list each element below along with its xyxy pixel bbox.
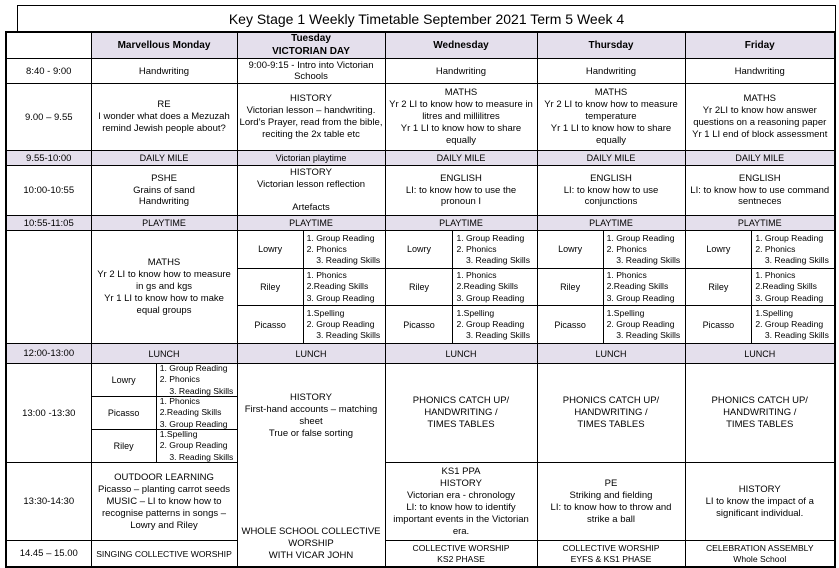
cell-early-thursday: Handwriting xyxy=(537,59,685,84)
cell-break2-friday: PLAYTIME xyxy=(685,216,835,231)
cell-break2-tuesday: PLAYTIME xyxy=(237,216,385,231)
group-activities xyxy=(752,269,834,306)
cell-early-monday: Handwriting xyxy=(91,59,237,84)
text-line: Yr 2 LI to know how to measure in litres and millilitres xyxy=(389,99,533,123)
group-row xyxy=(538,231,685,269)
activity-line: 3. Reading Skills xyxy=(306,330,381,341)
row-session3 xyxy=(6,231,835,344)
activity-line: 3. Group Reading xyxy=(606,292,675,303)
group-name: Picasso xyxy=(238,306,304,343)
group-row xyxy=(386,306,537,343)
row-early xyxy=(6,59,835,84)
text-line: Yr 2 LI to know how to measure temperature xyxy=(544,99,678,123)
text-line: WHOLE SCHOOL COLLECTIVE WORSHIP xyxy=(241,526,381,550)
activity-line: 1.Spelling xyxy=(456,307,495,318)
group-name: Riley xyxy=(386,269,454,306)
time-session5: 13:30-14:30 xyxy=(6,463,91,541)
row-session5 xyxy=(6,463,835,541)
header-row xyxy=(6,32,835,59)
activity-line: 2. Phonics xyxy=(606,243,647,254)
text-line: Striking and fielding xyxy=(569,489,653,501)
cell-session1-tuesday xyxy=(237,84,385,151)
weekly-timetable xyxy=(5,31,836,568)
activity-line: 2. Phonics xyxy=(159,374,200,385)
activity-line: 2.Reading Skills xyxy=(755,281,817,292)
time-lunch: 12:00-13:00 xyxy=(6,344,91,364)
cell-lunch-wednesday: LUNCH xyxy=(385,344,537,364)
text-line: HISTORY xyxy=(440,478,482,490)
time-column-header xyxy=(6,32,91,59)
activity-line: 1.Spelling xyxy=(606,307,645,318)
cell-lunch-friday: LUNCH xyxy=(685,344,835,364)
activity-line: 2.Reading Skills xyxy=(159,407,222,418)
activity-line: 2.Reading Skills xyxy=(306,281,369,292)
header-monday: Marvellous Monday xyxy=(91,32,237,59)
cell-session3-tuesday-groups xyxy=(237,231,385,344)
text-line: PSHE xyxy=(151,172,177,184)
row-worship xyxy=(6,541,835,567)
cell-session4-wednesday xyxy=(385,364,537,463)
row-session4 xyxy=(6,364,835,463)
activity-line: 1. Phonics xyxy=(606,270,647,281)
activity-line: 2. Phonics xyxy=(306,243,347,254)
cell-session5-monday xyxy=(91,463,237,541)
cell-lunch-monday: LUNCH xyxy=(91,344,237,364)
group-row xyxy=(686,231,835,269)
activity-line: 2.Reading Skills xyxy=(456,281,519,292)
text-line: Picasso – planting carrot seeds xyxy=(97,484,231,496)
group-row xyxy=(686,269,835,307)
cell-worship-monday: SINGING COLLECTIVE WORSHIP xyxy=(91,541,237,567)
text-line: RE xyxy=(157,99,171,111)
activity-line: 2. Group Reading xyxy=(755,319,824,330)
group-row xyxy=(238,269,385,307)
activity-line: 3. Group Reading xyxy=(159,418,228,429)
activity-line: 2. Phonics xyxy=(456,243,497,254)
group-name: Picasso xyxy=(686,306,753,343)
cell-session1-monday xyxy=(91,84,237,151)
reading-groups-table xyxy=(538,231,685,343)
text-line: Grains of sand xyxy=(133,184,195,196)
cell-session2-tuesday xyxy=(237,166,385,216)
text-line: TIMES TABLES xyxy=(577,419,645,431)
activity-line: 1. Phonics xyxy=(456,270,497,281)
text-line: Yr 2 LI to know how to measure in gs and kgs xyxy=(97,269,231,293)
text-line: MATHS xyxy=(147,257,181,269)
cell-session4-thursday xyxy=(537,364,685,463)
cell-early-wednesday: Handwriting xyxy=(385,59,537,84)
text-line: ENGLISH xyxy=(590,172,632,184)
text-line: True or false sorting xyxy=(268,427,354,439)
cell-session2-friday xyxy=(685,166,835,216)
group-row xyxy=(538,269,685,307)
cell-worship-thursday xyxy=(537,541,685,567)
group-activities xyxy=(157,397,237,429)
text-line: PHONICS CATCH UP/ HANDWRITING / xyxy=(711,395,808,419)
group-name: Lowry xyxy=(238,231,304,268)
group-name: Picasso xyxy=(538,306,604,343)
text-line: Yr 1 LI to know how to make equal groups xyxy=(104,292,224,316)
cell-break2-thursday: PLAYTIME xyxy=(537,216,685,231)
cell-break2-monday: PLAYTIME xyxy=(91,216,237,231)
activity-line: 2. Group Reading xyxy=(159,440,228,451)
cell-session3-friday-groups xyxy=(685,231,835,344)
row-lunch xyxy=(6,344,835,364)
cell-session3-thursday-groups xyxy=(537,231,685,344)
text-line: I wonder what does a Mezuzah remind Jewish people about? xyxy=(98,111,230,134)
text-line: Yr 2LI to know how answer questions on a reasoning paper xyxy=(693,105,827,128)
time-early: 8:40 - 9:00 xyxy=(6,59,91,84)
header-tuesday-line2: VICTORIAN DAY xyxy=(272,45,350,57)
activity-line: 2. Group Reading xyxy=(456,319,525,330)
text-line: Yr 1 LI end of block assessment xyxy=(692,128,828,140)
group-row xyxy=(92,397,237,430)
cell-session4-friday xyxy=(685,364,835,463)
text-line: ENGLISH xyxy=(440,172,482,184)
text-line: Yr 1 LI to know how to share equally xyxy=(550,122,672,146)
text-line: Victorian lesson reflection xyxy=(256,179,366,191)
cell-session2-thursday xyxy=(537,166,685,216)
group-row xyxy=(386,231,537,269)
activity-line: 3. Reading Skills xyxy=(456,254,531,265)
text-line: CELEBRATION ASSEMBLY xyxy=(705,542,814,553)
group-name: Riley xyxy=(538,269,604,306)
text-line: HISTORY xyxy=(290,93,332,105)
cell-session2-monday xyxy=(91,166,237,216)
text-line: TIMES TABLES xyxy=(427,419,495,431)
activity-line: 2. Phonics xyxy=(755,243,796,254)
activity-line: 3. Group Reading xyxy=(456,292,525,303)
activity-line: 3. Reading Skills xyxy=(456,330,531,341)
group-row xyxy=(238,306,385,343)
activity-line: 1. Group Reading xyxy=(456,232,525,243)
activity-line: 3. Group Reading xyxy=(755,292,824,303)
text-line: MUSIC – LI to know how to recognise patterns in songs – Lowry and Riley xyxy=(101,495,227,531)
cell-session3-wednesday-groups xyxy=(385,231,537,344)
cell-session3-monday xyxy=(91,231,237,344)
text-line: PHONICS CATCH UP/ HANDWRITING / xyxy=(562,395,660,419)
time-session1: 9.00 – 9.55 xyxy=(6,84,91,151)
header-tuesday xyxy=(237,32,385,59)
text-line: Whole School xyxy=(733,553,787,564)
group-activities xyxy=(453,306,536,343)
cell-lunch-thursday: LUNCH xyxy=(537,344,685,364)
reading-groups-table xyxy=(92,364,237,462)
group-activities xyxy=(453,231,536,268)
activity-line: 2. Group Reading xyxy=(306,319,375,330)
text-line: LI: to know how to identify important events in the Victorian era. xyxy=(393,501,529,537)
text-line: HISTORY xyxy=(738,484,781,496)
group-activities xyxy=(752,231,834,268)
cell-break2-wednesday: PLAYTIME xyxy=(385,216,537,231)
text-line: Victorian lesson – handwriting. Lord’s Prayer, read from the bible, reciting the 2x table etc xyxy=(239,105,383,140)
text-line: Yr 1 LI to know how to share equally xyxy=(400,122,522,146)
cell-session2-wednesday xyxy=(385,166,537,216)
time-break2: 10:55-11:05 xyxy=(6,216,91,231)
group-activities xyxy=(604,306,685,343)
row-break2 xyxy=(6,216,835,231)
activity-line: 1. Phonics xyxy=(159,396,200,407)
group-row xyxy=(238,231,385,269)
text-line: ENGLISH xyxy=(738,172,781,184)
row-break1 xyxy=(6,151,835,166)
cell-early-friday: Handwriting xyxy=(685,59,835,84)
activity-line: 1. Group Reading xyxy=(306,232,375,243)
activity-line: 3. Reading Skills xyxy=(159,385,234,396)
text-line: OUTDOOR LEARNING xyxy=(114,472,214,484)
timetable-page xyxy=(5,5,836,568)
activity-line: 1. Group Reading xyxy=(159,363,228,374)
activity-line: 2. Group Reading xyxy=(606,319,675,330)
row-session2 xyxy=(6,166,835,216)
text-line: MATHS xyxy=(444,87,478,99)
text-line: HISTORY xyxy=(290,392,332,403)
group-activities xyxy=(157,430,237,462)
text-line: KS1 PPA xyxy=(441,466,481,478)
reading-groups-table xyxy=(238,231,385,343)
header-friday: Friday xyxy=(685,32,835,59)
group-row xyxy=(92,430,237,462)
cell-break1-thursday: DAILY MILE xyxy=(537,151,685,166)
activity-line: 3. Reading Skills xyxy=(159,451,234,462)
activity-line: 1.Spelling xyxy=(159,429,198,440)
group-name: Riley xyxy=(92,430,157,462)
text-line: MATHS xyxy=(594,87,628,99)
group-row xyxy=(538,306,685,343)
cell-session5-wednesday xyxy=(385,463,537,541)
cell-worship-friday xyxy=(685,541,835,567)
text-line: LI to know the impact of a significant individual. xyxy=(705,495,814,519)
reading-groups-table xyxy=(686,231,835,343)
activity-line: 1.Spelling xyxy=(755,307,794,318)
cell-break1-monday: DAILY MILE xyxy=(91,151,237,166)
cell-worship-wednesday xyxy=(385,541,537,567)
cell-session1-friday xyxy=(685,84,835,151)
text-line: HISTORY xyxy=(290,167,332,179)
time-worship: 14.45 – 15.00 xyxy=(6,541,91,567)
text-line: Artefacts xyxy=(292,201,330,213)
activity-line: 1. Phonics xyxy=(755,270,796,281)
time-break1: 9.55-10:00 xyxy=(6,151,91,166)
activity-line: 3. Reading Skills xyxy=(606,330,681,341)
cell-early-tuesday: 9:00-9:15 - Intro into Victorian Schools xyxy=(237,59,385,84)
activity-line: 3. Reading Skills xyxy=(755,330,829,341)
group-name: Picasso xyxy=(92,397,157,429)
activity-line: 1. Group Reading xyxy=(755,232,824,243)
group-activities xyxy=(453,269,536,306)
activity-line: 3. Reading Skills xyxy=(606,254,681,265)
group-activities xyxy=(157,364,237,396)
text-line: WITH VICAR JOHN xyxy=(268,550,354,562)
cell-break1-friday: DAILY MILE xyxy=(685,151,835,166)
activity-line: 3. Reading Skills xyxy=(306,254,381,265)
group-name: Lowry xyxy=(686,231,753,268)
group-name: Lowry xyxy=(538,231,604,268)
cell-session1-thursday xyxy=(537,84,685,151)
activity-line: 1. Group Reading xyxy=(606,232,675,243)
activity-line: 1. Phonics xyxy=(306,270,347,281)
text-line: LI: to know how to use the pronoun I xyxy=(405,184,517,208)
header-thursday: Thursday xyxy=(537,32,685,59)
time-session4: 13:00 -13:30 xyxy=(6,364,91,463)
cell-session1-wednesday xyxy=(385,84,537,151)
group-activities xyxy=(304,306,385,343)
group-activities xyxy=(604,231,685,268)
activity-line: 1.Spelling xyxy=(306,307,345,318)
cell-session5-friday xyxy=(685,463,835,541)
group-row xyxy=(92,364,237,397)
header-wednesday: Wednesday xyxy=(385,32,537,59)
text-line: LI: to know how to use conjunctions xyxy=(563,184,659,208)
text-line: EYFS & KS1 PHASE xyxy=(570,553,652,564)
cell-lunch-tuesday: LUNCH xyxy=(237,344,385,364)
cell-break1-tuesday: Victorian playtime xyxy=(237,151,385,166)
cell-afternoon-tuesday-merged xyxy=(237,364,385,568)
text-line: LI: to know how to use command sentneces xyxy=(690,184,830,208)
text-line: First-hand accounts – matching sheet xyxy=(244,403,378,427)
cell-break1-wednesday: DAILY MILE xyxy=(385,151,537,166)
text-line: TIMES TABLES xyxy=(726,419,794,431)
text-line: COLLECTIVE WORSHIP xyxy=(412,542,510,553)
group-activities xyxy=(304,231,385,268)
reading-groups-table xyxy=(386,231,537,343)
text-line: PHONICS CATCH UP/ HANDWRITING / xyxy=(412,395,510,419)
tuesday-afternoon-content xyxy=(238,364,385,566)
group-row xyxy=(386,269,537,307)
group-name: Lowry xyxy=(386,231,454,268)
text-line: Handwriting xyxy=(138,196,190,208)
time-session3 xyxy=(6,231,91,344)
text-line: PE xyxy=(604,478,618,490)
activity-line: 3. Group Reading xyxy=(306,292,375,303)
group-name: Lowry xyxy=(92,364,157,396)
group-activities xyxy=(304,269,385,306)
group-activities xyxy=(752,306,834,343)
cell-session5-thursday xyxy=(537,463,685,541)
page-title: Key Stage 1 Weekly Timetable September 2021 Term 5 Week 4 xyxy=(17,5,836,31)
text-line: COLLECTIVE WORSHIP xyxy=(562,542,660,553)
group-name: Riley xyxy=(238,269,304,306)
text-line: KS2 PHASE xyxy=(437,553,485,564)
cell-session4-monday-groups xyxy=(91,364,237,463)
text-line: MATHS xyxy=(743,93,777,105)
activity-line: 2.Reading Skills xyxy=(606,281,669,292)
history-block xyxy=(241,392,382,440)
group-activities xyxy=(604,269,685,306)
group-name: Riley xyxy=(686,269,753,306)
text-line: LI: to know how to throw and strike a ball xyxy=(550,501,672,525)
group-name: Picasso xyxy=(386,306,454,343)
text-line: Victorian era - chronology xyxy=(406,489,516,501)
activity-line: 3. Reading Skills xyxy=(755,254,829,265)
row-session1 xyxy=(6,84,835,151)
group-row xyxy=(686,306,835,343)
time-session2: 10:00-10:55 xyxy=(6,166,91,216)
header-tuesday-line1: Tuesday xyxy=(291,33,331,44)
